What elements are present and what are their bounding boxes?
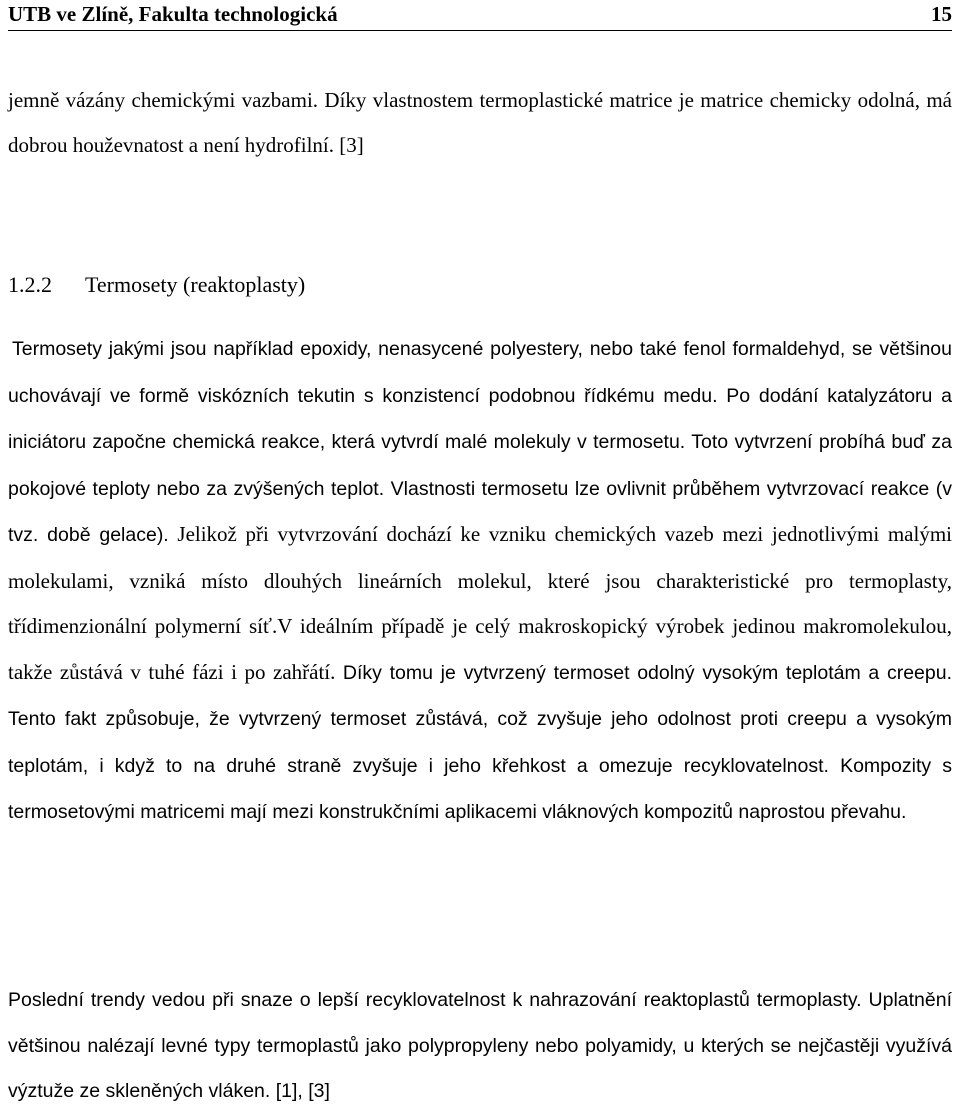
page-header	[8, 0, 952, 31]
paragraph-intro: jemně vázány chemickými vazbami. Díky vlastnostem termoplastické matrice je matrice chemicky odolná, má dobrou houževnatost a není hydrofilní. [3]	[8, 88, 952, 157]
header-title: UTB ve Zlíně, Fakulta technologická	[8, 2, 338, 26]
page-number: 15	[931, 2, 952, 26]
section-title: Termosety (reaktoplasty)	[85, 272, 306, 297]
section-number: 1.2.2	[8, 272, 52, 297]
paragraph-trends: Poslední trendy vedou při snaze o lepší recyklovatelnost k nahrazování reaktoplastů termoplasty. Uplatnění většinou nalézají levné typy termoplastů jako polypropyleny nebo polyamidy, u kterých se nejčastěji využívá výztuže ze skleněných vláken. [1], [3]	[8, 989, 952, 1102]
paragraph-thermosets-part2: Jelikož při vytvrzování dochází ke vzniku chemických vazeb mezi jednotlivými malými molekulami, vzniká místo dlouhých lineárních molekul, které jsou charakteristické pro termoplasty, třídimenzionální polymerní síť.V ideálním případě je celý makroskopický výrobek jedinou makromolekulou, takže zůstává v tuhé fázi i po zahřátí.	[8, 522, 952, 684]
paragraph-thermosets-part1: Termosety jakými jsou například epoxidy, nenasycené polyestery, nebo také fenol formaldehyd, se většinou uchovávají ve formě viskózních tekutin s konzistencí podobnou řídkému medu. Po dodání katalyzátoru a iniciátoru započne chemická reakce, která vytvrdí malé molekuly v termosetu. Toto vytvrzení probíhá buď za pokojové teploty nebo za zvýšených teplot. Vlastnosti termosetu lze ovlivnit průběhem vytvrzovací reakce (v tvz. době gelace).	[8, 338, 952, 546]
paragraph-thermosets	[8, 326, 952, 836]
section-heading	[8, 270, 305, 300]
paragraph-thermosets-part3: Díky tomu je vytvrzený termoset odolný vysokým teplotám a creepu. Tento fakt způsobuje, že vytvrzený termoset zůstává, což zvyšuje jeho odolnost proti creepu a vysokým teplotám, i když to na druhé straně zvyšuje i jeho křehkost a omezuje recyklovatelnost. Kompozity s termosetovými matricemi mají mezi konstrukčními aplikacemi vláknových kompozitů naprostou převahu.	[8, 661, 952, 823]
